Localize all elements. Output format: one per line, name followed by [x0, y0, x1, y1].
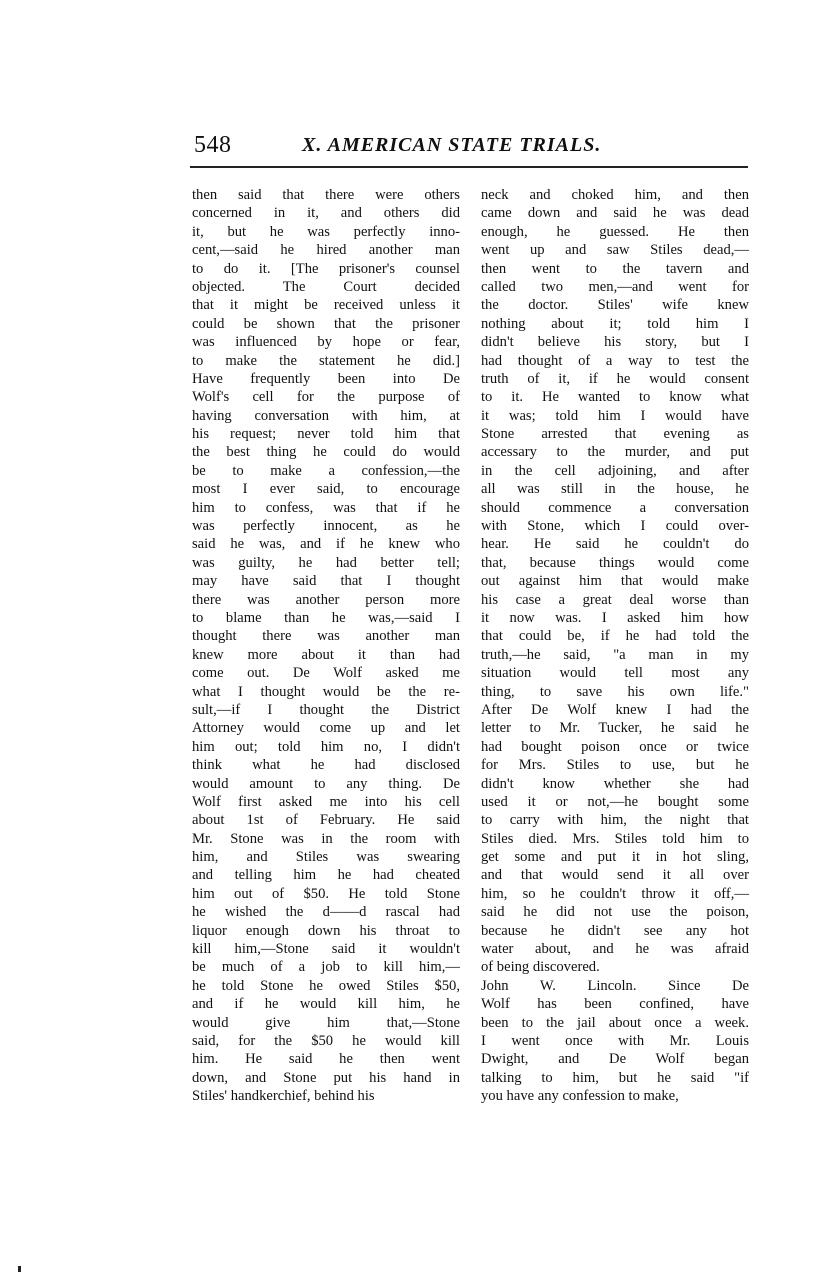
text-line: in the cell adjoining, and after — [481, 462, 749, 479]
text-line: was guilty, he had better tell; — [192, 554, 460, 571]
text-line: he wished the d——d rascal had — [192, 904, 460, 921]
text-line: come out. De Wolf asked me — [192, 665, 460, 682]
text-line: hear. He said he couldn't do — [481, 536, 749, 553]
text-line: of being discovered. — [481, 959, 600, 976]
text-line: called two men,—and went for — [481, 278, 749, 295]
text-line: Stiles' handkerchief, behind his — [192, 1088, 375, 1105]
text-line: thing, to save his own life." — [481, 683, 749, 700]
text-line: was perfectly innocent, as he — [192, 518, 460, 535]
text-line: get some and put it in hot sling, — [481, 849, 749, 866]
text-line: there was another person more — [192, 591, 460, 608]
text-line: and if he would kill him, he — [192, 996, 460, 1013]
text-line: kill him,—Stone said it wouldn't — [192, 941, 460, 958]
text-line: should commence a conversation — [481, 499, 749, 516]
text-line: nothing about it; told him I — [481, 315, 749, 332]
text-line: that could be, if he had told the — [481, 628, 749, 645]
text-line: it now was. I asked him how — [481, 609, 749, 626]
text-line: talking to him, but he said "if — [481, 1069, 749, 1086]
text-line: out against him that would make — [481, 573, 749, 590]
text-line: Dwight, and De Wolf began — [481, 1051, 749, 1068]
text-line: may have said that I thought — [192, 573, 460, 590]
text-line: neck and choked him, and then — [481, 187, 749, 203]
text-line: Mr. Stone was in the room with — [192, 830, 460, 847]
text-line: objected. The Court decided — [192, 278, 460, 295]
text-line: thought there was another man — [192, 628, 460, 645]
text-line: all was still in the house, he — [481, 481, 749, 498]
text-line: about 1st of February. He said — [192, 812, 460, 829]
text-line: water about, and he was afraid — [481, 941, 749, 958]
text-line: Stone arrested that evening as — [481, 426, 749, 443]
text-line: came down and said he was dead — [481, 205, 749, 222]
text-line: was influenced by hope or fear, — [192, 334, 460, 351]
text-line: he told Stone he owed Stiles $50, — [192, 977, 460, 994]
page-number: 548 — [194, 132, 232, 158]
text-line: most I ever said, to encourage — [192, 481, 460, 498]
text-line: didn't believe his story, but I — [481, 334, 749, 351]
text-line: him. He said he then went — [192, 1051, 460, 1068]
text-line: been to the jail about once a week. — [481, 1014, 749, 1031]
text-line: then said that there were others — [192, 187, 460, 203]
header-rule — [190, 166, 748, 168]
text-line: and that would send it all over — [481, 867, 749, 884]
text-line: Stiles died. Mrs. Stiles told him to — [481, 830, 749, 847]
text-line: to it. He wanted to know what — [481, 389, 749, 406]
text-line: said, for the $50 he would kill — [192, 1032, 460, 1049]
text-line: him out of $50. He told Stone — [192, 885, 460, 902]
text-line: you have any confession to make, — [481, 1088, 679, 1105]
text-line: for Mrs. Stiles to use, but he — [481, 757, 749, 774]
text-line: to make the statement he did.] — [192, 352, 460, 369]
margin-mark — [18, 1266, 21, 1272]
text-line: his case a great deal worse than — [481, 591, 749, 608]
page-header — [190, 132, 750, 166]
text-line: I went once with Mr. Louis — [481, 1032, 749, 1049]
text-line: could be shown that the prisoner — [192, 315, 460, 332]
text-line: what I thought would be the re- — [192, 683, 460, 700]
right-column — [481, 186, 749, 1106]
text-line: and telling him he had cheated — [192, 867, 460, 884]
text-line: would give him that,—Stone — [192, 1014, 460, 1031]
text-line: letter to Mr. Tucker, he said he — [481, 720, 749, 737]
text-line: with Stone, which I could over- — [481, 518, 749, 535]
text-line: truth,—he said, "a man in my — [481, 646, 749, 663]
text-line: said he did not use the poison, — [481, 904, 749, 921]
text-line: him to confess, was that if he — [192, 499, 460, 516]
text-line: because he didn't see any hot — [481, 922, 749, 939]
text-line: would amount to any thing. De — [192, 775, 460, 792]
text-line: used it or not,—he bought some — [481, 793, 749, 810]
text-line: John W. Lincoln. Since De — [481, 977, 749, 994]
text-line: went up and saw Stiles dead,— — [481, 242, 749, 259]
text-line: be to make a confession,—the — [192, 462, 460, 479]
text-line: accessary to the murder, and put — [481, 444, 749, 461]
text-line: to carry with him, the night that — [481, 812, 749, 829]
text-line: concerned in it, and others did — [192, 205, 460, 222]
text-line: sult,—if I thought the District — [192, 701, 460, 718]
text-line: to do it. [The prisoner's counsel — [192, 260, 460, 277]
text-line: then went to the tavern and — [481, 260, 749, 277]
text-line: his request; never told him that — [192, 426, 460, 443]
text-line: that it might be received unless it — [192, 297, 460, 314]
text-line: had thought of a way to test the — [481, 352, 749, 369]
text-line: it was; told him I would have — [481, 407, 749, 424]
text-line: him, so he couldn't throw it off,— — [481, 885, 749, 902]
text-line: that, because things would come — [481, 554, 749, 571]
text-line: him out; told him no, I didn't — [192, 738, 460, 755]
text-line: Wolf's cell for the purpose of — [192, 389, 460, 406]
text-line: truth of it, if he would consent — [481, 370, 749, 387]
text-line: Wolf has been confined, have — [481, 996, 749, 1013]
text-line: liquor enough down his throat to — [192, 922, 460, 939]
left-column — [192, 186, 460, 1106]
text-line: enough, he guessed. He then — [481, 223, 749, 240]
text-line: down, and Stone put his hand in — [192, 1069, 460, 1086]
text-line: didn't know whether she had — [481, 775, 749, 792]
text-line: Attorney would come up and let — [192, 720, 460, 737]
text-line: had bought poison once or twice — [481, 738, 749, 755]
text-line: the best thing he could do would — [192, 444, 460, 461]
text-line: him, and Stiles was swearing — [192, 849, 460, 866]
text-line: Have frequently been into De — [192, 370, 460, 387]
text-line: knew more about it than had — [192, 646, 460, 663]
text-line: After De Wolf knew I had the — [481, 701, 749, 718]
text-line: be much of a job to kill him,— — [192, 959, 460, 976]
text-line: having conversation with him, at — [192, 407, 460, 424]
text-line: cent,—said he hired another man — [192, 242, 460, 259]
running-head: X. AMERICAN STATE TRIALS. — [302, 134, 602, 156]
text-line: think what he had disclosed — [192, 757, 460, 774]
text-line: said he was, and if he knew who — [192, 536, 460, 553]
text-line: it, but he was perfectly inno- — [192, 223, 460, 240]
text-line: situation would tell most any — [481, 665, 749, 682]
text-line: to blame than he was,—said I — [192, 609, 460, 626]
text-line: the doctor. Stiles' wife knew — [481, 297, 749, 314]
text-line: Wolf first asked me into his cell — [192, 793, 460, 810]
